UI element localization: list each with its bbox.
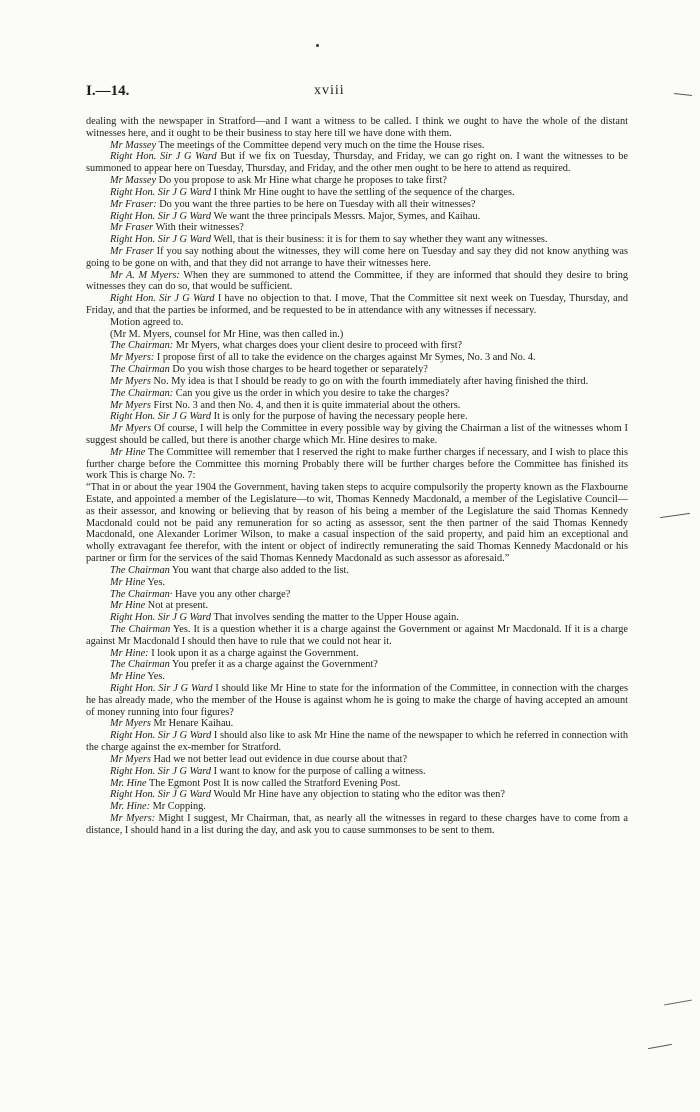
- speaker: Mr Myers: [110, 718, 151, 730]
- speaker: Right Hon. Sir J G Ward: [110, 683, 213, 694]
- speaker: The Chairman: [110, 623, 171, 635]
- paragraph-7: Mr Fraser With their witnesses?: [110, 222, 244, 234]
- speaker: The Chairman:: [110, 387, 174, 399]
- paragraph-28: Right Hon. Sir J G Ward That involves sending the matter to the Upper House again.: [110, 612, 459, 624]
- paragraph-9: Mr Fraser If you say nothing about the witnesses, they will come here on Tuesday and say they did not know anything was going to be gone on with, and that they did not arrange to have their witnesses here.: [86, 245, 628, 269]
- paragraph-14: The Chairman: Mr Myers, what charges does your client desire to proceed with first?: [110, 340, 463, 352]
- paragraph-34: Mr Myers Mr Henare Kaihau.: [110, 718, 234, 730]
- paragraph-2: Right Hon. Sir J G Ward But if we fix on Tuesday, Thursday, and Friday, we can go right on. I want the witnesses to be summoned to appear here on Tuesday, Thursday, and Friday, and the other men ought to be here to attend as required.: [86, 151, 628, 175]
- speaker: Right Hon. Sir J G Ward: [110, 293, 215, 305]
- paragraph-22: Mr Hine The Committee will remember that I reserved the right to make further charges if necessary, and I wish to place this further charge before the Committee this morning Probably there will be further charges before the Committee has finished its work This is charge No. 7:: [86, 446, 628, 482]
- speaker: Right Hon. Sir J G Ward: [110, 789, 212, 801]
- paragraph-32: Mr Hine Yes.: [110, 671, 165, 683]
- margin-tick-mark: [674, 93, 692, 96]
- paragraph-37: Right Hon. Sir J G Ward I want to know for the purpose of calling a witness.: [110, 765, 426, 777]
- speaker: The Chairman:: [110, 340, 174, 352]
- speaker: Mr Hine: [110, 446, 146, 458]
- speaker: Right Hon. Sir J G Ward: [110, 234, 212, 246]
- page-number: xviii: [314, 83, 345, 98]
- margin-tick-mark: [648, 1044, 672, 1049]
- stray-dot-mark: [316, 44, 319, 47]
- speaker: Mr Myers: [110, 753, 151, 765]
- speaker: Mr Myers: [110, 423, 152, 435]
- document-code: I.—14.: [86, 83, 130, 99]
- speaker: Right Hon. Sir J G Ward: [110, 186, 212, 198]
- paragraph-36: Mr Myers Had we not better lead out evidence in due course about that?: [110, 753, 408, 765]
- paragraph-13: (Mr M. Myers, counsel for Mr Hine, was then called in.): [110, 328, 344, 340]
- speaker: Right Hon. Sir J G Ward: [110, 151, 217, 163]
- speaker: Mr Massey: [110, 175, 157, 187]
- charge-seven-quote: “That in or about the year 1904 the Government, having taken steps to acquire compulsorily the property known as the Flaxbourne Estate, and appointed a member of the Legislature—to wit, Thomas Kennedy Macdonald, a member of the Legislative Council—as their assessor, and knowing or believing that by reason of his being a member of the Legislature the said Thomas Kennedy Macdonald could not be paid any remuneration for so acting as assessor, sent the then partner of the said Thomas Kennedy Macdonald, one Alexander Lorimer Wilson, to make a casual inspection of the said property, and paid him an exceptional and wholly extravagant fee therefor, with the intent or object of indirectly remunerating the said Thomas Kennedy Macdonald or his partner or firm for the services of the said Thomas Kennedy Macdonald as such assessor as aforesaid.”: [86, 482, 628, 565]
- paragraph-27: Mr Hine Not at present.: [110, 600, 209, 612]
- speaker: The Chairman: [110, 364, 170, 376]
- paragraph-6: Right Hon. Sir J G Ward We want the three principals Messrs. Major, Symes, and Kaihau.: [110, 210, 481, 222]
- speaker: Mr. Hine:: [110, 801, 151, 813]
- speaker: Mr A. M Myers:: [110, 269, 180, 281]
- speaker: Mr Hine:: [110, 647, 149, 659]
- speaker: Mr Massey: [110, 139, 157, 151]
- speaker: Mr Myers:: [110, 352, 155, 364]
- paragraph-35: Right Hon. Sir J G Ward I should also like to ask Mr Hine the name of the newspaper to which he referred in connection with the charge against the ex-member for Stratford.: [86, 730, 628, 754]
- paragraph-5: Mr Fraser: Do you want the three parties to be here on Tuesday with all their witnesses?: [110, 198, 476, 210]
- paragraph-12: Motion agreed to.: [110, 316, 184, 328]
- speaker: Mr Hine: [110, 600, 146, 612]
- speaker: Mr Fraser:: [110, 198, 157, 210]
- paragraph-25: Mr Hine Yes.: [110, 576, 165, 588]
- paragraph-0: dealing with the newspaper in Stratford—and I want a witness to be called. I think we ought to have the whole of the distant witnesses here, and it ought to be their business to stay here till we have done with them.: [86, 116, 628, 139]
- paragraph-21: Mr Myers Of course, I will help the Committee in every possible way by giving the Chairman a list of the witnesses whom I suggest should be called, but there is another charge which Mr. Hine desires to make.: [86, 423, 628, 446]
- paragraph-39: Right Hon. Sir J G Ward Would Mr Hine have any objection to stating who the editor was then?: [110, 789, 505, 801]
- paragraph-38: Mr. Hine The Egmont Post It is now called the Stratford Evening Post.: [110, 777, 401, 789]
- paragraph-17: Mr Myers No. My idea is that I should be ready to go on with the fourth immediately after having finished the third.: [110, 375, 589, 387]
- paragraph-26: The Chairman· Have you any other charge?: [110, 588, 291, 600]
- paragraph-41: Mr Myers: Might I suggest, Mr Chairman, that, as nearly all the witnesses in regard to these charges have to come from a distance, I should hand in a list during the day, and ask you to cause summonses to be sent to them.: [86, 812, 628, 836]
- paragraph-19: Mr Myers First No. 3 and then No. 4, and then it is quite immaterial about the others.: [110, 399, 461, 411]
- speaker: Right Hon. Sir J G Ward: [110, 411, 212, 423]
- speaker: Mr Hine: [110, 671, 146, 683]
- paragraph-31: The Chairman You prefer it as a charge against the Government?: [110, 659, 378, 671]
- speaker: Mr Myers:: [110, 812, 156, 824]
- speaker: The Chairman·: [110, 588, 173, 600]
- paragraph-18: The Chairman: Can you give us the order in which you desire to take the charges?: [110, 387, 450, 399]
- speaker: The Chairman: [110, 659, 170, 671]
- paragraph-15: Mr Myers: I propose first of all to take the evidence on the charges against Mr Symes, No. 3 and No. 4.: [110, 352, 536, 364]
- page-header: [86, 83, 628, 105]
- paragraph-29: The Chairman Yes. It is a question whether it is a charge against the Government or against Mr Macdonald. If it is a charge against Mr Macdonald I should then have to rule that we could not hear it.: [86, 623, 628, 647]
- speaker: Mr Fraser: [110, 245, 154, 257]
- paragraph-20: Right Hon. Sir J G Ward It is only for the purpose of having the necessary people here.: [110, 411, 468, 423]
- paragraph-33: Right Hon. Sir J G Ward I should like Mr Hine to state for the information of the Committee, in connection with the charges he has already made, who the member of the House is against whom he is going to make the charge of having accepted an amount of money running into four figures?: [86, 683, 628, 718]
- paragraph-16: The Chairman Do you wish those charges to be heard together or separately?: [110, 364, 428, 376]
- speaker: Right Hon. Sir J G Ward: [110, 765, 212, 777]
- speaker: Right Hon. Sir J G Ward: [110, 210, 212, 222]
- margin-tick-mark: [664, 1000, 692, 1006]
- paragraph-1: Mr Massey The meetings of the Committee depend very much on the time the House rises.: [110, 139, 485, 151]
- margin-tick-mark: [660, 513, 690, 518]
- paragraph-10: Mr A. M Myers: When they are summoned to attend the Committee, if they are informed that should they desire to bring witnesses they can do so, that would be sufficient.: [86, 269, 628, 293]
- speaker: Mr Myers: [110, 375, 151, 387]
- paragraph-8: Right Hon. Sir J G Ward Well, that is their business: it is for them to say whether they want any witnesses.: [110, 234, 548, 246]
- speaker: Right Hon. Sir J G Ward: [110, 612, 212, 624]
- speaker: Mr Hine: [110, 576, 146, 588]
- speaker: Mr Fraser: [110, 222, 154, 234]
- paragraph-30: Mr Hine: I look upon it as a charge against the Government.: [110, 647, 359, 659]
- speaker: Mr Myers: [110, 399, 151, 411]
- paragraph-11: Right Hon. Sir J G Ward I have no objection to that. I move, That the Committee sit next week on Tuesday, Thursday, and Friday, and that the parties be informed, and be requested to be in attendance with any witnesses if necessary.: [86, 293, 628, 316]
- paragraph-4: Right Hon. Sir J G Ward I think Mr Hine ought to have the settling of the sequence of the charges.: [110, 186, 515, 198]
- paragraph-40: Mr. Hine: Mr Copping.: [110, 801, 206, 813]
- speaker: Right Hon. Sir J G Ward: [110, 730, 212, 742]
- paragraph-24: The Chairman You want that charge also added to the list.: [110, 564, 349, 576]
- paragraph-3: Mr Massey Do you propose to ask Mr Hine what charge he proposes to take first?: [110, 175, 447, 187]
- speaker: Mr. Hine: [110, 777, 147, 789]
- speaker: The Chairman: [110, 564, 170, 576]
- transcript-body: [86, 116, 628, 837]
